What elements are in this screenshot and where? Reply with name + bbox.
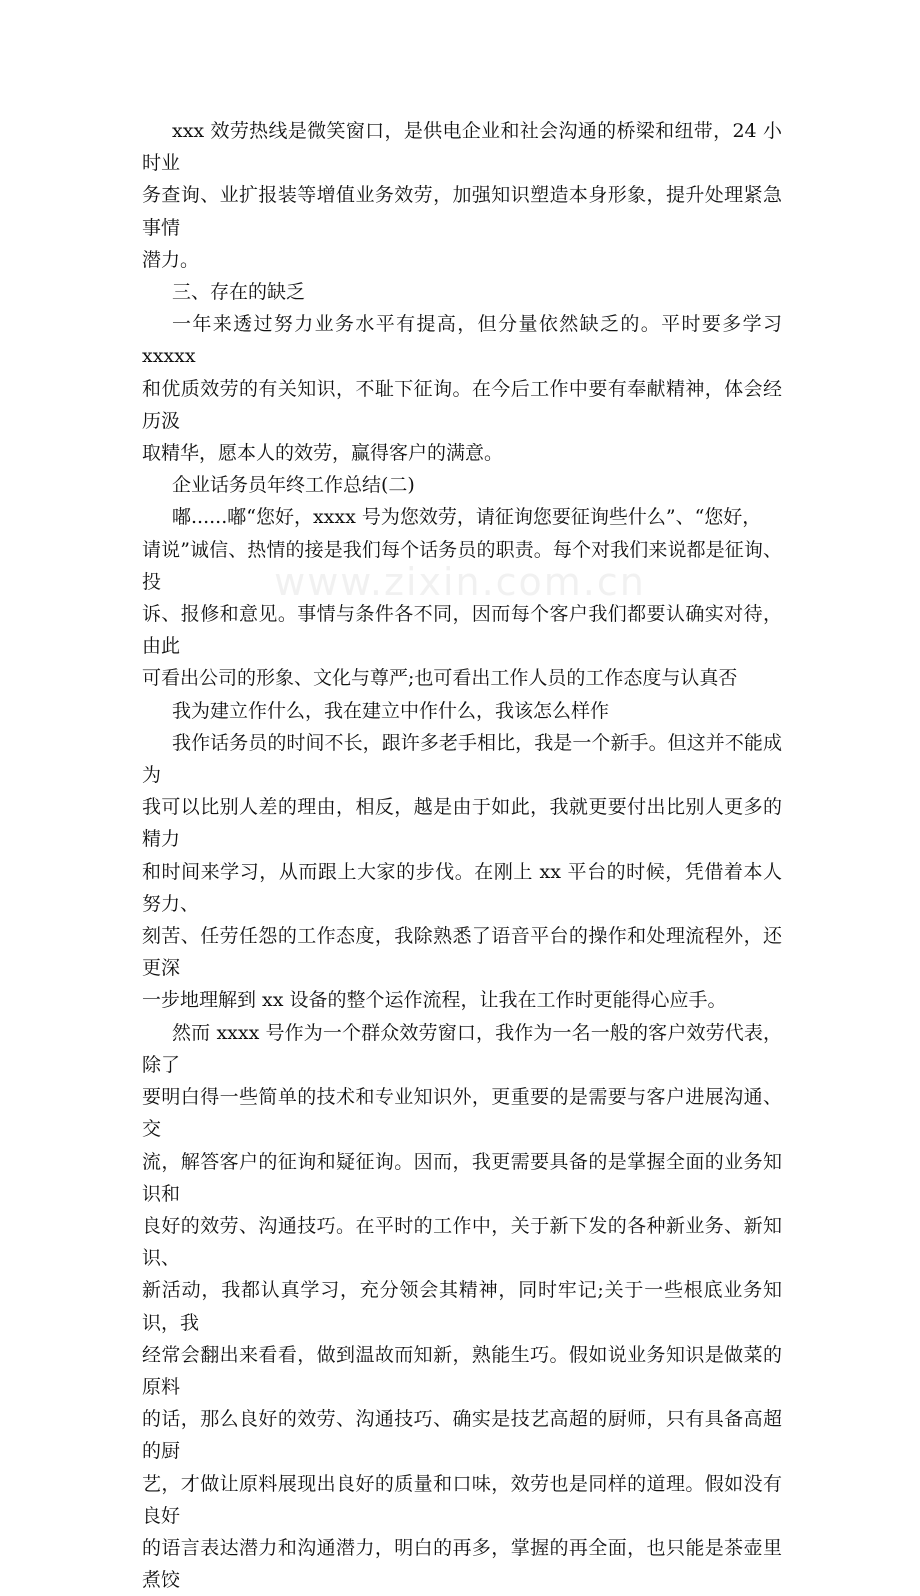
paragraph-newcomer: 我作话务员的时间不长，跟许多老手相比，我是一个新手。但这并不能成为 我可以比别人差的理由，相反，越是由于如此，我就更要付出比别人更多的精力 和时间来学习，从而跟上大家的步伐。在刚上 xx 平台的时候，凭借着本人努力、 刻苦、任劳任怨的工作态度，我除熟悉了语音平台的操作和处理流程外，还更深 一步地理解到 xx 设备的整个运作流程，让我在工作时更能得心应手。 [142,731,782,1012]
section-heading-shortcomings: 三、存在的缺乏 [172,281,306,304]
paragraph-service-window: 然而 xxxx 号作为一个群众效劳窗口，我作为一名一般的客户效劳代表，除了 要明白得一些简单的技术和专业知识外，更重要的是需要与客户进展沟通、交 流，解答客户的征询和疑征询。因而，我更需要具备的是掌握全面的业务知识和 良好的效劳、沟通技巧。在平时的工作中，关于新下发的各种新业务、新知识、 新活动，我都认真学习，充分领会其精神，同时牢记;关于一些根底业务知识，我 经常会翻出来看看，做到温故而知新，熟能生巧。假如说业务知识是做菜的原料 的话，那么良好的效劳、沟通技巧、确实是技艺高超的厨师，只有具备高超的厨 艺，才做让原料展现出良好的质量和口味，效劳也是同样的道理。假如没有良好 的语言表达潜力和沟通潜力，明白的再多，掌握的再全面，也只能是茶壶里煮饺 [142,1021,782,1592]
paragraph-service-hotline: xxx 效劳热线是微笑窗口，是供电企业和社会沟通的桥梁和纽带，24 小时业 务查询、业扩报装等增值业务效劳，加强知识塑造本身形象，提升处理紧急事情 潜力。 [142,120,782,271]
paragraph-shortcomings: 一年来透过努力业务水平有提高，但分量依然缺乏的。平时要多学习 xxxxx 和优质效劳的有关知识，不耻下征询。在今后工作中要有奉献精神，体会经历汲 取精华，愿本人的效劳，赢得客户的满意。 [142,313,782,465]
document-title-part-two: 企业话务员年终工作总结(二) [172,474,415,497]
document-body [142,115,782,1596]
paragraph-greeting: 嘟......嘟“您好，xxxx 号为您效劳，请征询您要征询些什么”、“您好， 请说”诚信、热情的接是我们每个话务员的职责。每个对我们来说都是征询、投 诉、报修和意见。事情与条件各不同，因而每个客户我们都要认确实对待，由此 可看出公司的形象、文化与尊严;也可看出工作人员的工作态度与认真否 [142,506,782,690]
watermark: www.zixin.com.cn [274,560,646,604]
section-heading-questions: 我为建立作什么，我在建立中作什么，我该怎么样作 [172,699,610,722]
